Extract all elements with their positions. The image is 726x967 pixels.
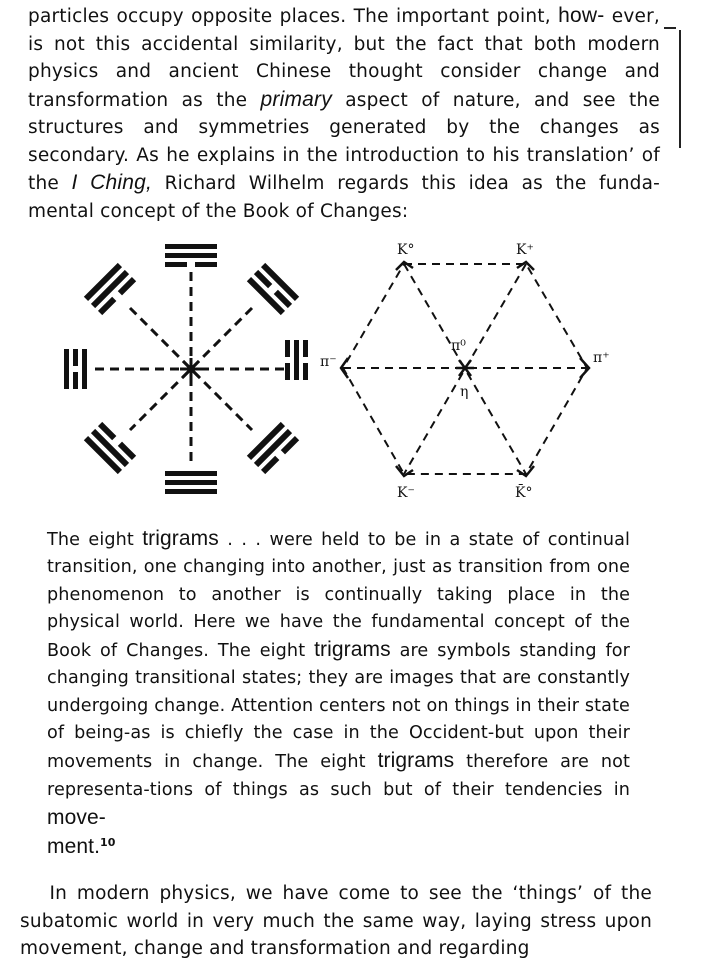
trigram-lower-left: [84, 422, 136, 474]
text-line: and transformation as the: [28, 61, 660, 111]
trigram-upper-left: [84, 263, 136, 315]
trigram-right: [285, 340, 308, 380]
quote-text: The eight: [47, 530, 143, 550]
label-pi-zero: π⁰: [451, 338, 466, 354]
label-pi-minus: π⁻: [320, 354, 337, 370]
quote-text: therefore are not representa-tions of things as such but of their tendencies in: [47, 752, 630, 800]
label-k-zero-bar: K̄°: [515, 485, 533, 501]
handwritten-word: move-: [47, 805, 106, 829]
paragraph-bottom: In modern physics, we have come to see the ‘things’ of the subatomic world in very much the same way, laying stress upon movement, change and transformation and regarding: [20, 883, 652, 959]
text-line: Richard Wilhelm regards this idea as the funda-: [152, 173, 660, 194]
text-line: aspect of nature, and see: [331, 89, 616, 111]
trigram-lower-right: [247, 422, 299, 474]
handwritten-word: trigrams: [142, 527, 219, 550]
text-line: secondary. As he explains in the introduction to his translation’: [28, 144, 635, 166]
trigram-wheel: [95, 272, 287, 466]
handwritten-word: how-: [558, 4, 605, 27]
trigram-center-star: [180, 358, 202, 380]
text-line: particles occupy opposite places. The important point,: [28, 6, 559, 27]
text-line: of the: [28, 144, 660, 194]
trigram-bottom: [165, 471, 217, 494]
handwritten-word: trigrams: [314, 638, 391, 662]
label-k-minus: K⁻: [397, 485, 415, 501]
handwritten-word: primary: [260, 87, 332, 111]
trigram-top: [165, 244, 217, 267]
quote-text: are symbols standing for changing transitional states; they are images that are constantly undergoing change. Attention centers not on things in their state of being-as is chiefly the case in the Occident-but upon their movements in change. The eight: [47, 641, 630, 773]
text-line: ever, is not this accidental similarity, but the fact that both: [28, 6, 660, 55]
handwritten-word: trigrams: [377, 749, 455, 773]
quote-text: . . . were held to be in a state of continual transition, one changing into another, just as transition from one phenomenon to another is continually taking place in the physical world. Here we have the fundamental concept of the Book of Changes. The eight: [47, 530, 630, 662]
label-k-zero: K°: [397, 242, 415, 258]
footnote-ref: 10: [100, 836, 116, 850]
wilhelm-quote: [47, 525, 630, 863]
label-k-plus: K⁺: [516, 242, 534, 258]
text-line: modern physics and ancient Chinese thought consider change: [28, 33, 660, 82]
label-pi-plus: π⁺: [593, 350, 610, 366]
book-title-i-ching: I Ching,: [71, 171, 152, 194]
text-line: the structures and symmetries generated by the changes as: [28, 89, 660, 138]
text-line: mental concept of the Book of Changes:: [28, 200, 409, 222]
trigram-left: [64, 349, 87, 389]
trigram-upper-right: [247, 263, 299, 315]
handwritten-word: ment.: [47, 835, 101, 859]
hexagon-labels: [320, 242, 610, 501]
label-eta: η: [460, 384, 469, 400]
